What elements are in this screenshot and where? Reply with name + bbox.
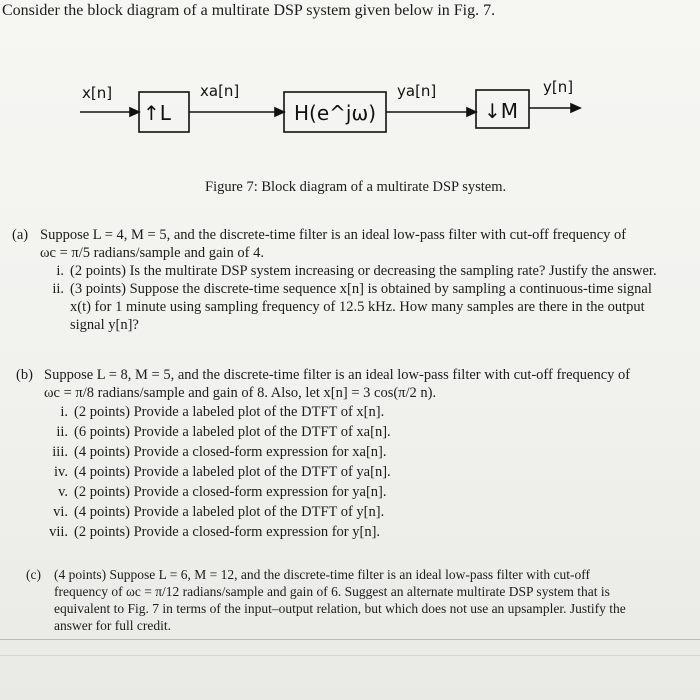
part-c bbox=[26, 566, 690, 634]
output-label: y[n] bbox=[543, 78, 574, 96]
arrow-head-icon bbox=[571, 104, 580, 112]
part-a-label: (a) bbox=[12, 227, 29, 243]
list-item: iii. (4 points) Provide a closed-form expression for xa[n]. bbox=[52, 444, 387, 460]
filter-block-label: H(e^jω) bbox=[294, 101, 377, 125]
part-a-line1: Suppose L = 4, M = 5, and the discrete-time filter is an ideal low-pass filter with cut-off frequency of bbox=[40, 227, 627, 243]
part-c-line4: answer for full credit. bbox=[54, 618, 171, 633]
list-item: ii. (6 points) Provide a labeled plot of the DTFT of xa[n]. bbox=[56, 424, 391, 440]
intro-text: Consider the block diagram of a multirate DSP system given below in Fig. 7. bbox=[2, 2, 496, 19]
arrow-head-icon bbox=[275, 108, 284, 116]
figure-caption: Figure 7: Block diagram of a multirate DSP system. bbox=[205, 179, 507, 195]
block-diagram bbox=[0, 70, 700, 140]
part-c-line1: (4 points) Suppose L = 6, M = 12, and the discrete-time filter is an ideal low-pass filter with cut-off bbox=[54, 567, 590, 582]
part-c-label: (c) bbox=[26, 567, 41, 582]
list-item-cont: signal y[n]? bbox=[70, 317, 139, 333]
divider bbox=[0, 655, 700, 656]
part-a bbox=[12, 226, 692, 334]
list-item: vii. (2 points) Provide a closed-form expression for y[n]. bbox=[49, 524, 381, 540]
list-item: vi. (4 points) Provide a labeled plot of the DTFT of y[n]. bbox=[53, 504, 385, 520]
list-item: i. (2 points) Provide a labeled plot of the DTFT of x[n]. bbox=[60, 404, 385, 420]
part-b-line2: ωc = π/8 radians/sample and gain of 8. Also, let x[n] = 3 cos(π/2 n). bbox=[44, 385, 437, 401]
list-item: ii. (3 points) Suppose the discrete-time sequence x[n] is obtained by sampling a continuous-time signal bbox=[52, 281, 652, 297]
part-a-line2: ωc = π/5 radians/sample and gain of 4. bbox=[40, 245, 264, 261]
divider bbox=[0, 639, 700, 640]
part-b-line1: Suppose L = 8, M = 5, and the discrete-time filter is an ideal low-pass filter with cut-off frequency of bbox=[44, 367, 631, 383]
part-c-line3: equivalent to Fig. 7 in terms of the input–output relation, but which does not use an upsampler. Justify the bbox=[54, 601, 626, 616]
part-b bbox=[16, 366, 692, 542]
part-c-line2: frequency of ωc = π/12 radians/sample and gain of 6. Suggest an alternate multirate DSP system that is bbox=[54, 584, 610, 599]
input-label: x[n] bbox=[82, 84, 113, 102]
arrow-head-icon bbox=[130, 108, 139, 116]
up-block-label: ↑L bbox=[143, 101, 171, 125]
xa-label: xa[n] bbox=[200, 82, 240, 100]
list-item: i. (2 points) Is the multirate DSP system increasing or decreasing the sampling rate? Justify the answer. bbox=[56, 263, 657, 279]
arrow-head-icon bbox=[467, 108, 476, 116]
list-item-cont: x(t) for 1 minute using sampling frequency of 12.5 kHz. How many samples are there in the output bbox=[70, 299, 645, 315]
down-block-label: ↓M bbox=[484, 99, 519, 123]
list-item: v. (2 points) Provide a closed-form expression for ya[n]. bbox=[58, 484, 387, 500]
part-b-label: (b) bbox=[16, 367, 33, 383]
ya-label: ya[n] bbox=[397, 82, 437, 100]
list-item: iv. (4 points) Provide a labeled plot of the DTFT of ya[n]. bbox=[54, 464, 391, 480]
